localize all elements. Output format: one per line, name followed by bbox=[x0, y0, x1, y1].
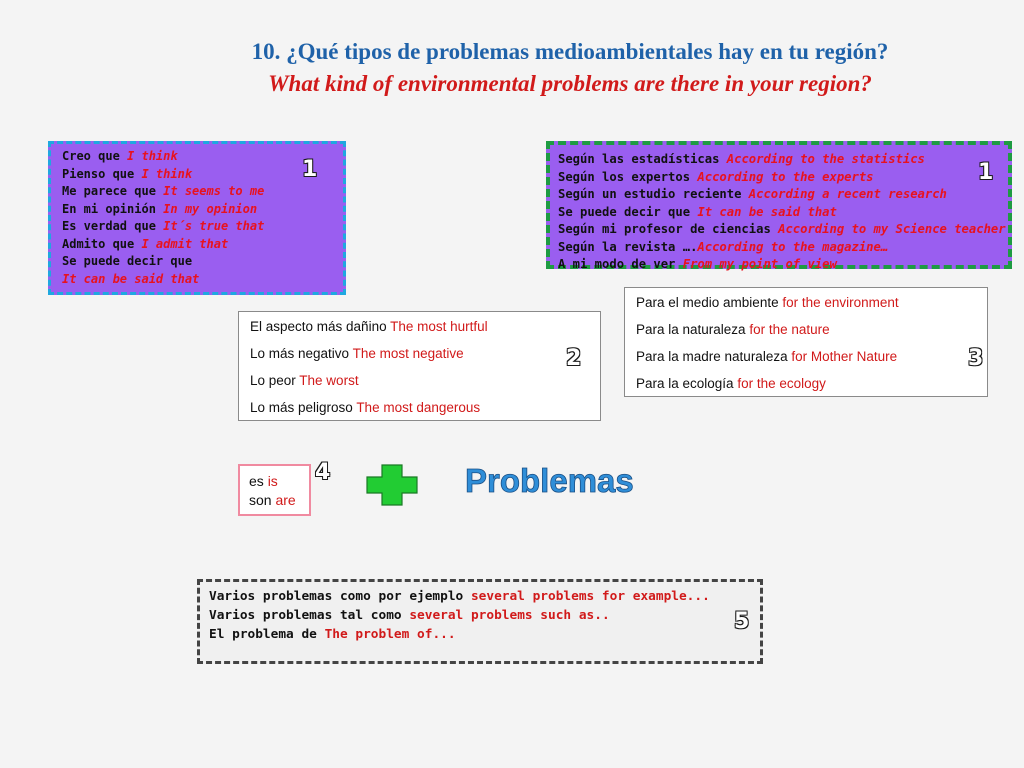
list-item: Lo más peligroso The most dangerous bbox=[250, 400, 481, 415]
list-item: A mi modo de ver From my point of view bbox=[558, 257, 837, 271]
superlatives-box bbox=[238, 311, 601, 421]
list-item: Según la revista ….According to the magazine… bbox=[558, 239, 889, 254]
list-item: Creo que I think bbox=[62, 149, 178, 163]
list-item: Para la ecología for the ecology bbox=[636, 376, 826, 391]
list-item: Según un estudio reciente According a recent research bbox=[558, 187, 947, 201]
environment-box bbox=[624, 287, 988, 397]
list-item: Se puede decir que It can be said that bbox=[558, 204, 837, 219]
problemas-label: Problemas bbox=[465, 462, 634, 499]
list-item: Lo más negativo The most negative bbox=[250, 346, 464, 361]
verbs-box bbox=[238, 464, 311, 516]
page-title bbox=[140, 36, 1000, 100]
list-item: Varios problemas como por ejemplo several problems for example... bbox=[209, 589, 710, 604]
list-item: El aspecto más dañino The most hurtful bbox=[250, 319, 488, 334]
list-item: Me parece que It seems to me bbox=[62, 184, 265, 198]
list-item: Pienso que I think bbox=[62, 166, 193, 181]
sources-phrases-box bbox=[546, 141, 1012, 269]
list-item: El problema de The problem of... bbox=[209, 627, 456, 642]
badge-5: 5 bbox=[734, 609, 750, 634]
title-spanish: 10. ¿Qué tipos de problemas medioambientales hay en tu región? bbox=[251, 39, 889, 64]
list-item: It can be said that bbox=[62, 271, 200, 286]
list-item: Es verdad que It´s true that bbox=[62, 219, 265, 233]
list-item: Lo peor The worst bbox=[250, 373, 359, 388]
list-item: Varios problemas tal como several problems such as.. bbox=[209, 608, 610, 623]
list-item: Según mi profesor de ciencias According to my Science teacher bbox=[558, 222, 1006, 236]
list-item: es is bbox=[249, 473, 278, 489]
list-item: Para la naturaleza for the nature bbox=[636, 322, 830, 337]
list-item: Según los expertos According to the experts bbox=[558, 169, 874, 184]
examples-box bbox=[197, 579, 763, 664]
list-item: son are bbox=[249, 492, 296, 508]
list-item: Se puede decir que bbox=[62, 254, 193, 268]
badge-1-right: 1 bbox=[978, 160, 994, 185]
list-item: Para el medio ambiente for the environment bbox=[636, 295, 899, 310]
title-english: What kind of environmental problems are there in your region? bbox=[268, 71, 872, 96]
plus-icon bbox=[366, 464, 418, 506]
badge-1-left: 1 bbox=[302, 157, 318, 182]
list-item: Admito que I admit that bbox=[62, 236, 229, 251]
badge-3: 3 bbox=[968, 346, 984, 371]
list-item: En mi opinión In my opinion bbox=[62, 201, 258, 216]
badge-4: 4 bbox=[315, 460, 331, 485]
list-item: Para la madre naturaleza for Mother Nature bbox=[636, 349, 898, 364]
list-item: Según las estadísticas According to the statistics bbox=[558, 152, 925, 166]
badge-2: 2 bbox=[566, 346, 582, 371]
